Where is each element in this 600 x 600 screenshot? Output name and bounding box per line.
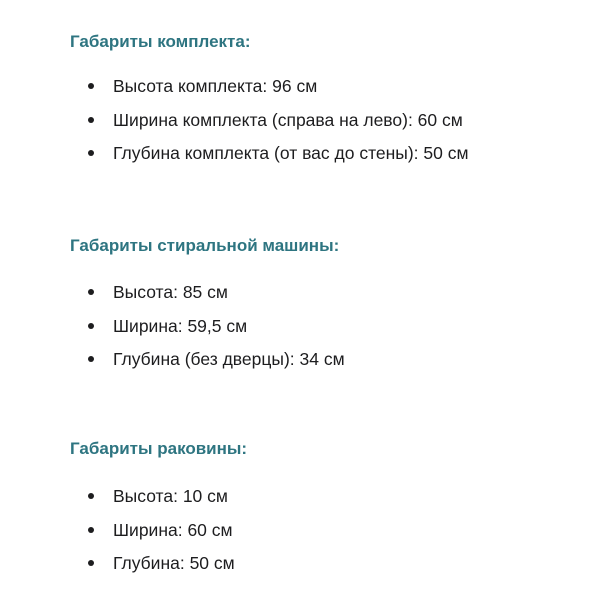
spec-text: Высота комплекта: 96 см [113, 76, 318, 96]
list-item [70, 485, 600, 519]
section-title: Габариты стиральной машины: [70, 236, 340, 255]
bullet-icon [88, 493, 94, 499]
section-washer-dimensions [70, 235, 600, 382]
list-item [70, 348, 600, 382]
spec-text: Ширина комплекта (справа на лево): 60 см [113, 109, 463, 130]
list-item [70, 142, 600, 176]
bullet-icon [88, 83, 94, 89]
list-item [70, 75, 600, 109]
section-title: Габариты комплекта: [70, 32, 251, 51]
spec-list [70, 485, 600, 586]
section-title: Габариты раковины: [70, 439, 248, 458]
list-item [70, 519, 600, 553]
spec-text: Высота: 85 см [113, 282, 228, 302]
bullet-icon [88, 527, 94, 533]
spec-text: Глубина: 50 см [113, 553, 235, 573]
bullet-icon [88, 560, 94, 566]
bullet-icon [88, 356, 94, 362]
section-sink-dimensions [70, 438, 600, 586]
spec-list [70, 281, 600, 382]
spec-text: Ширина: 59,5 см [113, 315, 248, 336]
spec-text: Глубина (без дверцы): 34 см [113, 349, 345, 369]
spec-text: Ширина: 60 см [113, 519, 233, 540]
bullet-icon [88, 323, 94, 329]
list-item [70, 552, 600, 586]
list-item [70, 109, 600, 143]
section-set-dimensions [70, 31, 600, 176]
spec-text: Высота: 10 см [113, 486, 228, 506]
spec-text: Глубина комплекта (от вас до стены): 50 см [113, 143, 469, 163]
list-item [70, 315, 600, 349]
list-item [70, 281, 600, 315]
spec-list [70, 75, 600, 176]
bullet-icon [88, 289, 94, 295]
bullet-icon [88, 117, 94, 123]
bullet-icon [88, 150, 94, 156]
